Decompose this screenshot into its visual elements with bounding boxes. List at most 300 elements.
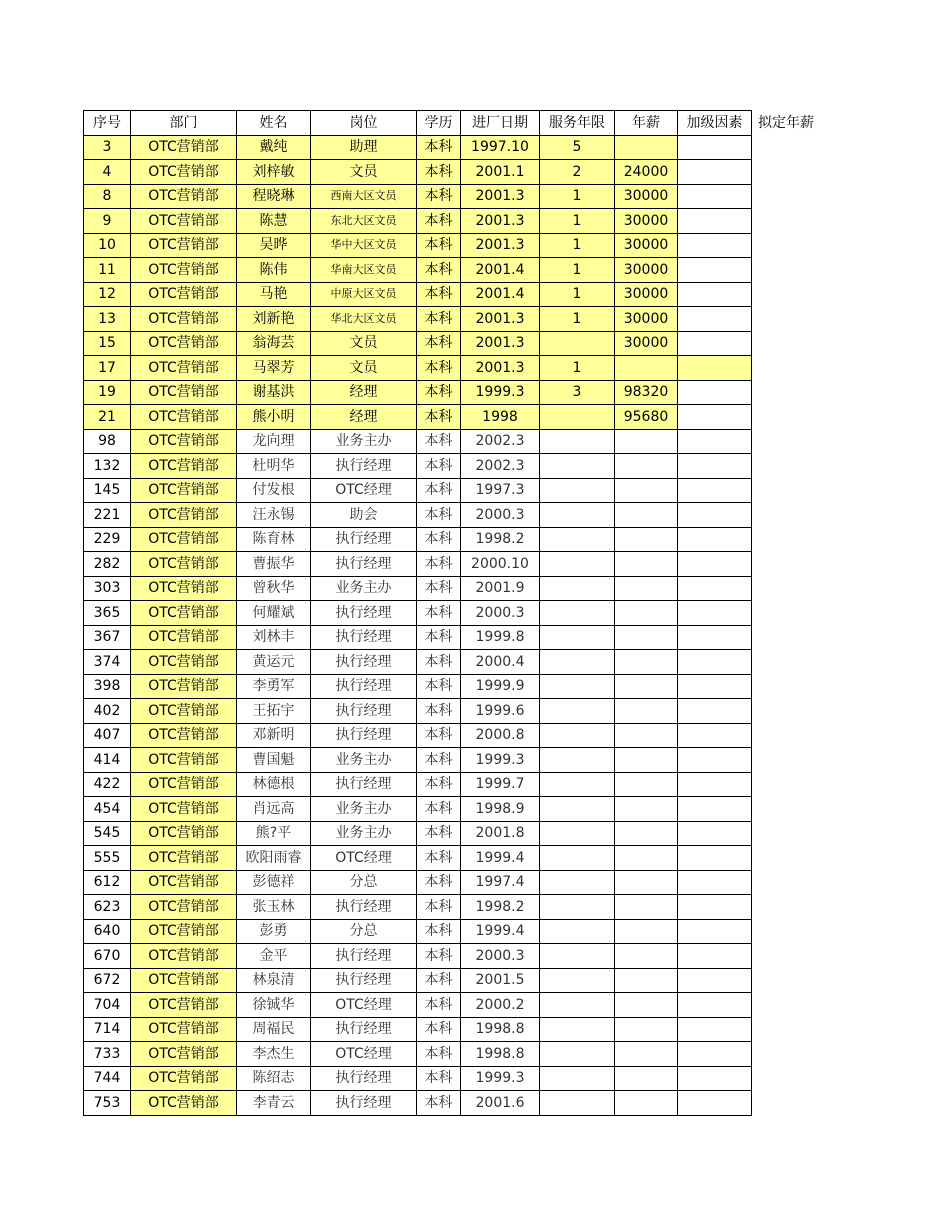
cell-edu[interactable]: 本科	[417, 1091, 461, 1116]
cell-date[interactable]: 1997.10	[461, 135, 540, 160]
cell-factor[interactable]	[678, 307, 752, 332]
cell-edu[interactable]: 本科	[417, 821, 461, 846]
cell-factor[interactable]	[678, 650, 752, 675]
cell-dept[interactable]: OTC营销部	[131, 625, 237, 650]
cell-post[interactable]: 执行经理	[311, 699, 417, 724]
cell-name[interactable]: 李青云	[237, 1091, 311, 1116]
cell-name[interactable]: 付发根	[237, 478, 311, 503]
cell-name[interactable]: 刘新艳	[237, 307, 311, 332]
cell-years[interactable]	[540, 331, 615, 356]
cell-salary[interactable]	[615, 429, 678, 454]
cell-salary[interactable]	[615, 821, 678, 846]
header-cell-date[interactable]: 进厂日期	[461, 111, 540, 136]
cell-edu[interactable]: 本科	[417, 1017, 461, 1042]
cell-name[interactable]: 李勇军	[237, 674, 311, 699]
cell-date[interactable]: 2001.4	[461, 258, 540, 283]
cell-name[interactable]: 肖远高	[237, 797, 311, 822]
cell-factor[interactable]	[678, 503, 752, 528]
cell-date[interactable]: 1997.3	[461, 478, 540, 503]
cell-factor[interactable]	[678, 895, 752, 920]
cell-salary[interactable]	[615, 1017, 678, 1042]
cell-salary[interactable]	[615, 772, 678, 797]
cell-post[interactable]: 中原大区文员	[311, 282, 417, 307]
cell-date[interactable]: 2001.3	[461, 331, 540, 356]
cell-post[interactable]: 业务主办	[311, 748, 417, 773]
cell-no[interactable]: 229	[84, 527, 131, 552]
cell-name[interactable]: 马翠芳	[237, 356, 311, 381]
cell-factor[interactable]	[678, 601, 752, 626]
cell-edu[interactable]: 本科	[417, 674, 461, 699]
cell-factor[interactable]	[678, 209, 752, 234]
cell-years[interactable]: 1	[540, 307, 615, 332]
cell-edu[interactable]: 本科	[417, 478, 461, 503]
cell-factor[interactable]	[678, 282, 752, 307]
cell-years[interactable]	[540, 1042, 615, 1067]
cell-no[interactable]: 398	[84, 674, 131, 699]
cell-salary[interactable]	[615, 454, 678, 479]
cell-edu[interactable]: 本科	[417, 503, 461, 528]
cell-edu[interactable]: 本科	[417, 552, 461, 577]
cell-factor[interactable]	[678, 944, 752, 969]
cell-dept[interactable]: OTC营销部	[131, 282, 237, 307]
cell-no[interactable]: 623	[84, 895, 131, 920]
cell-date[interactable]: 1998.2	[461, 895, 540, 920]
cell-years[interactable]	[540, 821, 615, 846]
cell-factor[interactable]	[678, 258, 752, 283]
cell-dept[interactable]: OTC营销部	[131, 405, 237, 430]
cell-post[interactable]: 执行经理	[311, 1066, 417, 1091]
cell-years[interactable]: 1	[540, 209, 615, 234]
cell-salary[interactable]	[615, 846, 678, 871]
cell-name[interactable]: 曹振华	[237, 552, 311, 577]
cell-years[interactable]: 1	[540, 356, 615, 381]
cell-edu[interactable]: 本科	[417, 968, 461, 993]
cell-no[interactable]: 672	[84, 968, 131, 993]
cell-factor[interactable]	[678, 723, 752, 748]
cell-dept[interactable]: OTC营销部	[131, 454, 237, 479]
cell-post[interactable]: 业务主办	[311, 797, 417, 822]
cell-no[interactable]: 414	[84, 748, 131, 773]
header-cell-post[interactable]: 岗位	[311, 111, 417, 136]
cell-factor[interactable]	[678, 846, 752, 871]
cell-factor[interactable]	[678, 429, 752, 454]
cell-years[interactable]	[540, 699, 615, 724]
cell-dept[interactable]: OTC营销部	[131, 307, 237, 332]
cell-post[interactable]: 执行经理	[311, 772, 417, 797]
cell-no[interactable]: 17	[84, 356, 131, 381]
cell-years[interactable]	[540, 503, 615, 528]
cell-post[interactable]: 经理	[311, 380, 417, 405]
cell-salary[interactable]	[615, 1066, 678, 1091]
cell-no[interactable]: 19	[84, 380, 131, 405]
cell-years[interactable]	[540, 846, 615, 871]
cell-factor[interactable]	[678, 821, 752, 846]
cell-name[interactable]: 林德根	[237, 772, 311, 797]
cell-dept[interactable]: OTC营销部	[131, 135, 237, 160]
cell-years[interactable]	[540, 650, 615, 675]
cell-dept[interactable]: OTC营销部	[131, 723, 237, 748]
cell-name[interactable]: 陈绍志	[237, 1066, 311, 1091]
cell-years[interactable]	[540, 968, 615, 993]
cell-no[interactable]: 98	[84, 429, 131, 454]
cell-salary[interactable]	[615, 650, 678, 675]
cell-salary[interactable]	[615, 895, 678, 920]
cell-dept[interactable]: OTC营销部	[131, 968, 237, 993]
cell-date[interactable]: 1999.7	[461, 772, 540, 797]
cell-post[interactable]: 执行经理	[311, 601, 417, 626]
cell-dept[interactable]: OTC营销部	[131, 919, 237, 944]
cell-factor[interactable]	[678, 527, 752, 552]
cell-no[interactable]: 670	[84, 944, 131, 969]
cell-date[interactable]: 1997.4	[461, 870, 540, 895]
cell-date[interactable]: 2001.8	[461, 821, 540, 846]
cell-factor[interactable]	[678, 380, 752, 405]
cell-date[interactable]: 2001.3	[461, 209, 540, 234]
cell-date[interactable]: 1998.8	[461, 1042, 540, 1067]
cell-date[interactable]: 1999.4	[461, 919, 540, 944]
cell-post[interactable]: 执行经理	[311, 625, 417, 650]
cell-edu[interactable]: 本科	[417, 919, 461, 944]
cell-date[interactable]: 2001.1	[461, 160, 540, 185]
cell-edu[interactable]: 本科	[417, 1042, 461, 1067]
cell-post[interactable]: 执行经理	[311, 1017, 417, 1042]
cell-factor[interactable]	[678, 478, 752, 503]
cell-edu[interactable]: 本科	[417, 601, 461, 626]
cell-name[interactable]: 熊?平	[237, 821, 311, 846]
cell-factor[interactable]	[678, 797, 752, 822]
cell-post[interactable]: 执行经理	[311, 527, 417, 552]
cell-no[interactable]: 753	[84, 1091, 131, 1116]
cell-name[interactable]: 金平	[237, 944, 311, 969]
cell-edu[interactable]: 本科	[417, 135, 461, 160]
cell-date[interactable]: 2000.3	[461, 944, 540, 969]
cell-name[interactable]: 周福民	[237, 1017, 311, 1042]
cell-post[interactable]: 助会	[311, 503, 417, 528]
cell-date[interactable]: 2002.3	[461, 429, 540, 454]
cell-name[interactable]: 曹国魁	[237, 748, 311, 773]
cell-name[interactable]: 徐铖华	[237, 993, 311, 1018]
cell-edu[interactable]: 本科	[417, 405, 461, 430]
cell-edu[interactable]: 本科	[417, 797, 461, 822]
cell-date[interactable]: 2000.3	[461, 601, 540, 626]
cell-years[interactable]	[540, 527, 615, 552]
cell-date[interactable]: 2001.5	[461, 968, 540, 993]
cell-no[interactable]: 704	[84, 993, 131, 1018]
cell-edu[interactable]: 本科	[417, 576, 461, 601]
cell-post[interactable]: 西南大区文员	[311, 184, 417, 209]
cell-no[interactable]: 555	[84, 846, 131, 871]
cell-salary[interactable]	[615, 625, 678, 650]
cell-date[interactable]: 1999.6	[461, 699, 540, 724]
cell-edu[interactable]: 本科	[417, 454, 461, 479]
cell-post[interactable]: 执行经理	[311, 552, 417, 577]
cell-dept[interactable]: OTC营销部	[131, 478, 237, 503]
cell-no[interactable]: 640	[84, 919, 131, 944]
cell-post[interactable]: OTC经理	[311, 993, 417, 1018]
cell-edu[interactable]: 本科	[417, 184, 461, 209]
cell-years[interactable]	[540, 944, 615, 969]
cell-years[interactable]	[540, 454, 615, 479]
cell-post[interactable]: 执行经理	[311, 674, 417, 699]
cell-edu[interactable]: 本科	[417, 1066, 461, 1091]
cell-years[interactable]	[540, 429, 615, 454]
cell-years[interactable]	[540, 674, 615, 699]
cell-date[interactable]: 2001.3	[461, 184, 540, 209]
cell-post[interactable]: 助理	[311, 135, 417, 160]
cell-salary[interactable]	[615, 699, 678, 724]
cell-edu[interactable]: 本科	[417, 307, 461, 332]
cell-name[interactable]: 马艳	[237, 282, 311, 307]
cell-salary[interactable]: 95680	[615, 405, 678, 430]
cell-date[interactable]: 2000.3	[461, 503, 540, 528]
cell-name[interactable]: 翁海芸	[237, 331, 311, 356]
cell-no[interactable]: 733	[84, 1042, 131, 1067]
cell-factor[interactable]	[678, 919, 752, 944]
cell-edu[interactable]: 本科	[417, 870, 461, 895]
cell-name[interactable]: 张玉林	[237, 895, 311, 920]
cell-date[interactable]: 1999.4	[461, 846, 540, 871]
cell-date[interactable]: 1999.8	[461, 625, 540, 650]
cell-years[interactable]: 1	[540, 282, 615, 307]
cell-no[interactable]: 15	[84, 331, 131, 356]
cell-edu[interactable]: 本科	[417, 699, 461, 724]
cell-date[interactable]: 2001.3	[461, 356, 540, 381]
cell-salary[interactable]	[615, 478, 678, 503]
cell-dept[interactable]: OTC营销部	[131, 944, 237, 969]
cell-date[interactable]: 1998	[461, 405, 540, 430]
cell-dept[interactable]: OTC营销部	[131, 258, 237, 283]
cell-name[interactable]: 熊小明	[237, 405, 311, 430]
cell-dept[interactable]: OTC营销部	[131, 699, 237, 724]
cell-factor[interactable]	[678, 772, 752, 797]
cell-edu[interactable]: 本科	[417, 944, 461, 969]
cell-edu[interactable]: 本科	[417, 748, 461, 773]
cell-dept[interactable]: OTC营销部	[131, 356, 237, 381]
cell-salary[interactable]: 98320	[615, 380, 678, 405]
cell-edu[interactable]: 本科	[417, 772, 461, 797]
cell-factor[interactable]	[678, 1091, 752, 1116]
cell-date[interactable]: 2001.4	[461, 282, 540, 307]
cell-dept[interactable]: OTC营销部	[131, 846, 237, 871]
cell-dept[interactable]: OTC营销部	[131, 772, 237, 797]
cell-post[interactable]: 执行经理	[311, 454, 417, 479]
cell-salary[interactable]: 24000	[615, 160, 678, 185]
cell-no[interactable]: 8	[84, 184, 131, 209]
cell-salary[interactable]	[615, 527, 678, 552]
cell-post[interactable]: 业务主办	[311, 429, 417, 454]
cell-dept[interactable]: OTC营销部	[131, 184, 237, 209]
cell-factor[interactable]	[678, 870, 752, 895]
cell-dept[interactable]: OTC营销部	[131, 576, 237, 601]
cell-years[interactable]	[540, 1091, 615, 1116]
cell-name[interactable]: 刘梓敏	[237, 160, 311, 185]
cell-salary[interactable]: 30000	[615, 209, 678, 234]
cell-dept[interactable]: OTC营销部	[131, 993, 237, 1018]
cell-edu[interactable]: 本科	[417, 429, 461, 454]
cell-name[interactable]: 曾秋华	[237, 576, 311, 601]
cell-factor[interactable]	[678, 748, 752, 773]
cell-edu[interactable]: 本科	[417, 233, 461, 258]
cell-salary[interactable]: 30000	[615, 307, 678, 332]
cell-no[interactable]: 132	[84, 454, 131, 479]
cell-dept[interactable]: OTC营销部	[131, 209, 237, 234]
header-cell-no[interactable]: 序号	[84, 111, 131, 136]
cell-dept[interactable]: OTC营销部	[131, 160, 237, 185]
cell-edu[interactable]: 本科	[417, 625, 461, 650]
cell-post[interactable]: 华南大区文员	[311, 258, 417, 283]
cell-factor[interactable]	[678, 1066, 752, 1091]
cell-name[interactable]: 吴晔	[237, 233, 311, 258]
cell-years[interactable]: 1	[540, 184, 615, 209]
cell-name[interactable]: 汪永锡	[237, 503, 311, 528]
cell-edu[interactable]: 本科	[417, 160, 461, 185]
cell-name[interactable]: 谢基洪	[237, 380, 311, 405]
cell-years[interactable]	[540, 405, 615, 430]
cell-salary[interactable]	[615, 993, 678, 1018]
cell-factor[interactable]	[678, 331, 752, 356]
cell-no[interactable]: 3	[84, 135, 131, 160]
cell-factor[interactable]	[678, 135, 752, 160]
cell-dept[interactable]: OTC营销部	[131, 1042, 237, 1067]
cell-post[interactable]: 经理	[311, 405, 417, 430]
cell-edu[interactable]: 本科	[417, 846, 461, 871]
cell-name[interactable]: 欧阳雨睿	[237, 846, 311, 871]
cell-post[interactable]: 东北大区文员	[311, 209, 417, 234]
cell-dept[interactable]: OTC营销部	[131, 552, 237, 577]
cell-factor[interactable]	[678, 233, 752, 258]
cell-date[interactable]: 1998.8	[461, 1017, 540, 1042]
cell-salary[interactable]	[615, 356, 678, 381]
cell-dept[interactable]: OTC营销部	[131, 1017, 237, 1042]
cell-post[interactable]: 执行经理	[311, 895, 417, 920]
cell-salary[interactable]: 30000	[615, 331, 678, 356]
cell-date[interactable]: 2001.3	[461, 307, 540, 332]
cell-date[interactable]: 1999.9	[461, 674, 540, 699]
cell-dept[interactable]: OTC营销部	[131, 821, 237, 846]
cell-salary[interactable]	[615, 968, 678, 993]
cell-years[interactable]	[540, 723, 615, 748]
cell-edu[interactable]: 本科	[417, 527, 461, 552]
cell-salary[interactable]: 30000	[615, 184, 678, 209]
cell-factor[interactable]	[678, 968, 752, 993]
cell-salary[interactable]: 30000	[615, 233, 678, 258]
cell-date[interactable]: 2000.8	[461, 723, 540, 748]
cell-dept[interactable]: OTC营销部	[131, 429, 237, 454]
cell-no[interactable]: 9	[84, 209, 131, 234]
cell-edu[interactable]: 本科	[417, 356, 461, 381]
cell-years[interactable]: 2	[540, 160, 615, 185]
cell-no[interactable]: 10	[84, 233, 131, 258]
cell-edu[interactable]: 本科	[417, 723, 461, 748]
cell-no[interactable]: 402	[84, 699, 131, 724]
header-cell-factor[interactable]: 加级因素	[678, 111, 752, 136]
cell-no[interactable]: 12	[84, 282, 131, 307]
cell-post[interactable]: 文员	[311, 331, 417, 356]
cell-salary[interactable]: 30000	[615, 282, 678, 307]
cell-edu[interactable]: 本科	[417, 380, 461, 405]
cell-post[interactable]: 文员	[311, 356, 417, 381]
cell-post[interactable]: 执行经理	[311, 650, 417, 675]
cell-date[interactable]: 2001.9	[461, 576, 540, 601]
cell-no[interactable]: 367	[84, 625, 131, 650]
cell-dept[interactable]: OTC营销部	[131, 870, 237, 895]
cell-name[interactable]: 黄运元	[237, 650, 311, 675]
cell-post[interactable]: OTC经理	[311, 1042, 417, 1067]
cell-edu[interactable]: 本科	[417, 993, 461, 1018]
cell-name[interactable]: 李杰生	[237, 1042, 311, 1067]
cell-salary[interactable]	[615, 870, 678, 895]
cell-no[interactable]: 21	[84, 405, 131, 430]
cell-post[interactable]: 华北大区文员	[311, 307, 417, 332]
cell-edu[interactable]: 本科	[417, 895, 461, 920]
cell-factor[interactable]	[678, 552, 752, 577]
cell-no[interactable]: 303	[84, 576, 131, 601]
cell-salary[interactable]	[615, 919, 678, 944]
cell-factor[interactable]	[678, 1042, 752, 1067]
cell-salary[interactable]	[615, 797, 678, 822]
cell-years[interactable]	[540, 919, 615, 944]
cell-date[interactable]: 1999.3	[461, 748, 540, 773]
cell-date[interactable]: 1998.2	[461, 527, 540, 552]
cell-years[interactable]	[540, 1066, 615, 1091]
cell-salary[interactable]	[615, 723, 678, 748]
cell-factor[interactable]	[678, 1017, 752, 1042]
cell-years[interactable]	[540, 1017, 615, 1042]
cell-salary[interactable]	[615, 601, 678, 626]
cell-salary[interactable]	[615, 1091, 678, 1116]
cell-factor[interactable]	[678, 625, 752, 650]
cell-post[interactable]: 文员	[311, 160, 417, 185]
cell-dept[interactable]: OTC营销部	[131, 797, 237, 822]
cell-name[interactable]: 陈育林	[237, 527, 311, 552]
header-cell-salary[interactable]: 年薪	[615, 111, 678, 136]
cell-no[interactable]: 744	[84, 1066, 131, 1091]
cell-post[interactable]: OTC经理	[311, 478, 417, 503]
cell-years[interactable]: 5	[540, 135, 615, 160]
cell-years[interactable]	[540, 552, 615, 577]
cell-name[interactable]: 陈慧	[237, 209, 311, 234]
cell-dept[interactable]: OTC营销部	[131, 380, 237, 405]
cell-no[interactable]: 13	[84, 307, 131, 332]
header-cell-edu[interactable]: 学历	[417, 111, 461, 136]
cell-years[interactable]	[540, 797, 615, 822]
cell-dept[interactable]: OTC营销部	[131, 1091, 237, 1116]
cell-name[interactable]: 陈伟	[237, 258, 311, 283]
cell-no[interactable]: 545	[84, 821, 131, 846]
cell-date[interactable]: 1999.3	[461, 380, 540, 405]
cell-date[interactable]: 2002.3	[461, 454, 540, 479]
cell-post[interactable]: 分总	[311, 919, 417, 944]
cell-no[interactable]: 282	[84, 552, 131, 577]
cell-years[interactable]	[540, 478, 615, 503]
cell-name[interactable]: 程晓琳	[237, 184, 311, 209]
cell-name[interactable]: 杜明华	[237, 454, 311, 479]
cell-no[interactable]: 407	[84, 723, 131, 748]
cell-factor[interactable]	[678, 674, 752, 699]
cell-dept[interactable]: OTC营销部	[131, 503, 237, 528]
cell-date[interactable]: 1998.9	[461, 797, 540, 822]
cell-post[interactable]: 执行经理	[311, 723, 417, 748]
cell-dept[interactable]: OTC营销部	[131, 650, 237, 675]
cell-years[interactable]	[540, 993, 615, 1018]
cell-date[interactable]: 2001.3	[461, 233, 540, 258]
cell-salary[interactable]: 30000	[615, 258, 678, 283]
cell-date[interactable]: 1999.3	[461, 1066, 540, 1091]
cell-salary[interactable]	[615, 944, 678, 969]
cell-years[interactable]	[540, 576, 615, 601]
cell-name[interactable]: 戴纯	[237, 135, 311, 160]
cell-dept[interactable]: OTC营销部	[131, 331, 237, 356]
